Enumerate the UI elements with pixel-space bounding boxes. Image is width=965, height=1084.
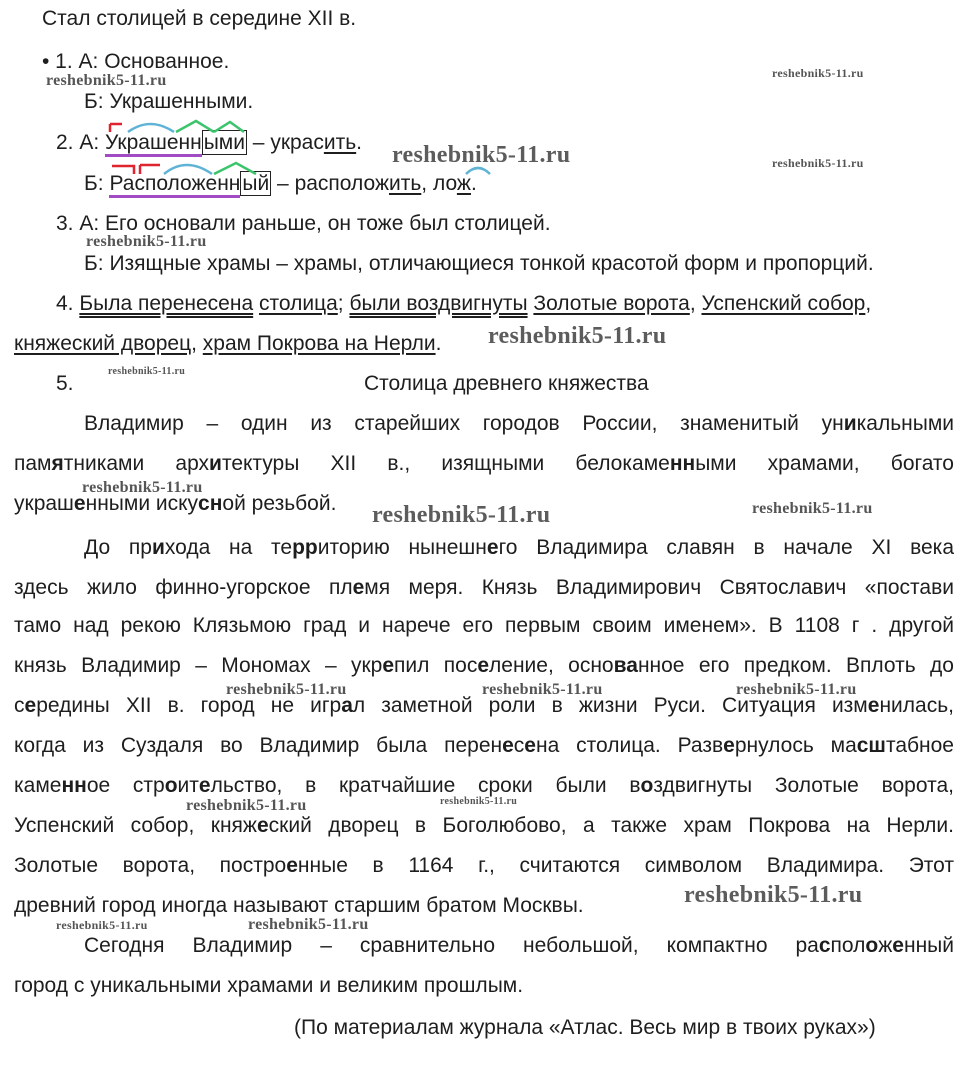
paragraph-2-line-10: древний город иногда называют старшим братом Москвы.	[14, 894, 584, 917]
paragraph-2-line-8: Успенский собор, княжеский дворец в Боголюбово, а также храм Покрова на Нерли.	[14, 814, 954, 837]
ending-box: ый	[242, 172, 270, 195]
paragraph-3-line-2: город с уникальными храмами и великим прошлым.	[14, 974, 524, 997]
subject-4: княжеский дворец	[14, 332, 192, 355]
answer-2a: 2. А: Украшенными – украсить.	[56, 130, 362, 156]
watermark: reshebnik5-11.ru	[772, 156, 864, 170]
answer-4-line-1: 4. Была перенесена столица; были воздвигнуты Золотые ворота, Успенский собор,	[56, 292, 872, 315]
source-citation: (По материалам журнала «Атлас. Весь мир в твоих руках»)	[294, 1016, 876, 1039]
watermark: reshebnik5-11.ru	[752, 500, 873, 517]
answer-1a: • 1. А: Основанное.	[42, 50, 230, 73]
watermark: reshebnik5-11.ru	[392, 142, 571, 168]
paragraph-2-line-9: Золотые ворота, построенные в 1164 г., считаются символом Владимира. Этот	[14, 854, 955, 877]
morpheme-marks-2b	[0, 0, 965, 220]
paragraph-1-line-1: Владимир – один из старейших городов России, знаменитый уникальными	[84, 412, 954, 435]
paragraph-2-line-4: князь Владимир – Мономах – укрепил поселение, основанное его предком. Вплоть до	[14, 654, 954, 677]
answer-3a: 3. А: Его основали раньше, он тоже был столицей.	[56, 212, 551, 235]
answer-2b: Б: Расположенный – расположить, лож.	[84, 171, 477, 197]
watermark: reshebnik5-11.ru	[226, 681, 347, 698]
subject-3: Успенский собор	[701, 292, 866, 315]
paragraph-1-line-3: украшенными искусной резьбой.	[14, 492, 337, 515]
subject-1: столица	[259, 292, 338, 315]
paragraph-2-line-2: здесь жило финно-угорское племя меря. Князь Владимирович Святославич «постави	[14, 576, 954, 599]
predicate-1: Была перенесена	[79, 292, 254, 315]
watermark: reshebnik5-11.ru	[82, 479, 203, 496]
paragraph-2-line-1: До прихода на территорию нынешнего Владимира славян в начале XI века	[84, 536, 955, 559]
paragraph-1-line-2: памятниками архитектуры XII в., изящными белокаменными храмами, богато	[14, 452, 954, 475]
watermark: reshebnik5-11.ru	[736, 681, 857, 698]
watermark: reshebnik5-11.ru	[86, 233, 207, 250]
text-title: Столица древнего княжества	[364, 372, 649, 395]
word-raspolozhennyi: Расположенный	[109, 172, 271, 195]
watermark: reshebnik5-11.ru	[482, 681, 603, 698]
watermark: reshebnik5-11.ru	[372, 502, 551, 528]
answer-line-1: Стал столицей в середине XII в.	[42, 7, 357, 30]
ending-box: ыми	[203, 131, 245, 154]
predicate-2: были воздвигнуты	[349, 292, 528, 315]
paragraph-2-line-6: когда из Суздаля во Владимир была перенесена столица. Развернулось масштабное	[14, 734, 954, 757]
answer-5-number: 5.	[56, 372, 74, 395]
paragraph-2-line-5: середины XII в. город не играл заметной роли в жизни Руси. Ситуация изменилась,	[14, 694, 954, 717]
subject-2: Золотые ворота	[533, 292, 690, 315]
watermark: reshebnik5-11.ru	[46, 72, 167, 89]
watermark: reshebnik5-11.ru	[186, 797, 307, 814]
watermark: reshebnik5-11.ru	[56, 918, 148, 932]
paragraph-3-line-1: Сегодня Владимир – сравнительно небольшой, компактно расположенный	[84, 934, 954, 957]
watermark: reshebnik5-11.ru	[772, 66, 864, 80]
answer-3b: Б: Изящные храмы – храмы, отличающиеся тонкой красотой форм и пропорций.	[84, 252, 874, 275]
watermark: reshebnik5-11.ru	[488, 323, 667, 349]
answer-4-line-2: княжеский дворец, храм Покрова на Нерли.	[14, 332, 442, 355]
word-ukrashennymi: Украшенными	[105, 131, 247, 154]
watermark: reshebnik5-11.ru	[684, 882, 863, 908]
answer-1b: Б: Украшенными.	[84, 90, 254, 113]
paragraph-2-line-3: тамо над рекою Клязьмою град и нарече его первым своим именем». В 1108 г . другой	[14, 614, 954, 637]
watermark: reshebnik5-11.ru	[248, 916, 369, 933]
subject-5: храм Покрова на Нерли	[202, 332, 436, 355]
watermark: reshebnik5-11.ru	[440, 796, 518, 807]
watermark: reshebnik5-11.ru	[108, 366, 186, 377]
paragraph-2-line-7: каменное строительство, в кратчайшие сроки были воздвигнуты Золотые ворота,	[14, 774, 954, 797]
